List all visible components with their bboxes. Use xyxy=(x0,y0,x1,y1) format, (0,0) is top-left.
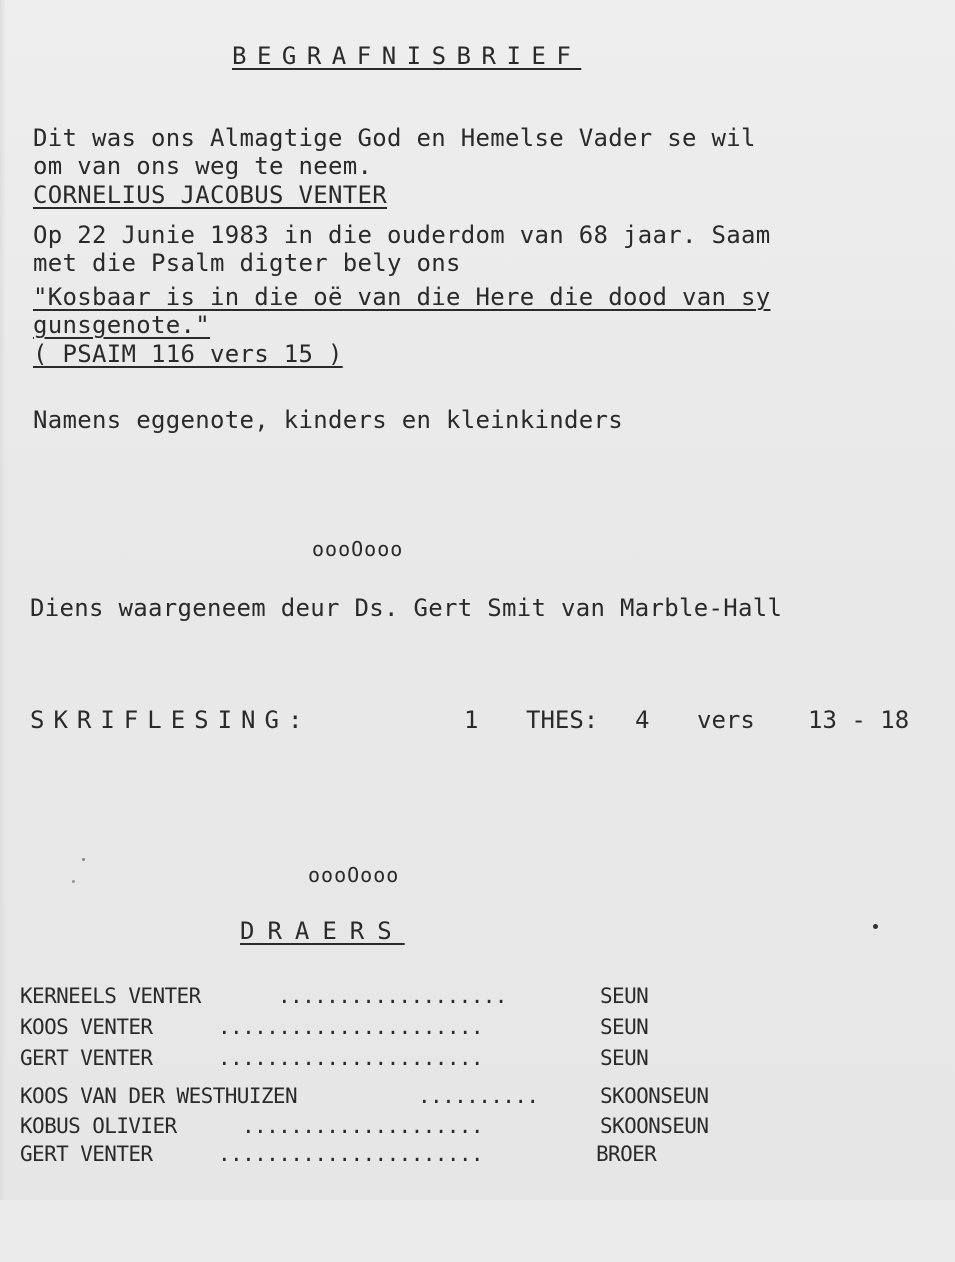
bearer-leader-dots: ...................... xyxy=(218,1142,483,1166)
intro-line-2: om van ons weg te neem. xyxy=(33,152,373,180)
bearer-name: KOOS VENTER xyxy=(20,1015,153,1039)
ink-speck xyxy=(72,880,75,883)
bearer-relation: SEUN xyxy=(600,1046,649,1070)
bearer-leader-dots: ................... xyxy=(278,984,507,1008)
date-line-2: met die Psalm digter bely ons xyxy=(33,249,461,277)
scripture-book: THES: xyxy=(526,706,599,734)
bearer-leader-dots: ...................... xyxy=(218,1046,483,1070)
divider-ornament-1: oooOooo xyxy=(312,537,404,561)
ink-speck xyxy=(873,924,878,929)
scripture-book-number: 1 xyxy=(464,706,479,734)
bearer-relation: SEUN xyxy=(600,984,649,1008)
bearer-row xyxy=(20,1114,780,1144)
bearer-row xyxy=(20,1015,780,1045)
document-title: BEGRAFNISBRIEF xyxy=(232,42,582,70)
scripture-chapter: 4 xyxy=(635,706,650,734)
bearer-relation: SEUN xyxy=(600,1015,649,1039)
bearer-relation: SKOONSEUN xyxy=(600,1084,709,1108)
scripture-vers-word: vers xyxy=(697,706,755,734)
divider-ornament-2: oooOooo xyxy=(308,863,400,887)
intro-line-1: Dit was ons Almagtige God en Hemelse Vader se wil xyxy=(33,124,756,152)
bearer-name: GERT VENTER xyxy=(20,1046,153,1070)
on-behalf-line: Namens eggenote, kinders en kleinkinders xyxy=(33,406,623,434)
quote-line-1: "Kosbaar is in die oë van die Here die dood van sy xyxy=(33,283,771,311)
service-line: Diens waargeneem deur Ds. Gert Smit van Marble-Hall xyxy=(30,594,783,622)
psalm-reference: ( PSAIM 116 vers 15 ) xyxy=(33,340,343,368)
bearer-row xyxy=(20,1046,780,1076)
bearer-relation: SKOONSEUN xyxy=(600,1114,709,1138)
bearer-name: KERNEELS VENTER xyxy=(20,984,201,1008)
bearer-row xyxy=(20,984,780,1014)
bearer-leader-dots: .................... xyxy=(242,1114,483,1138)
bearers-heading: DRAERS xyxy=(240,917,405,945)
bearer-relation: BROER xyxy=(596,1142,657,1166)
scripture-label: SKRIFLESING: xyxy=(30,706,312,734)
bearer-name: KOBUS OLIVIER xyxy=(20,1114,177,1138)
bearer-leader-dots: .......... xyxy=(418,1084,539,1108)
paper-edge-shadow xyxy=(0,0,6,1200)
bearer-name: GERT VENTER xyxy=(20,1142,153,1166)
scripture-verses: 13 - 18 xyxy=(808,706,910,734)
date-line-1: Op 22 Junie 1983 in die ouderdom van 68 jaar. Saam xyxy=(33,221,771,249)
bearer-leader-dots: ...................... xyxy=(218,1015,483,1039)
deceased-name: CORNELIUS JACOBUS VENTER xyxy=(33,181,387,209)
bearer-row xyxy=(20,1142,780,1172)
quote-line-2: gunsgenote." xyxy=(33,311,210,339)
bearer-name: KOOS VAN DER WESTHUIZEN xyxy=(20,1084,297,1108)
bearer-row xyxy=(20,1084,780,1114)
ink-speck xyxy=(82,858,85,861)
